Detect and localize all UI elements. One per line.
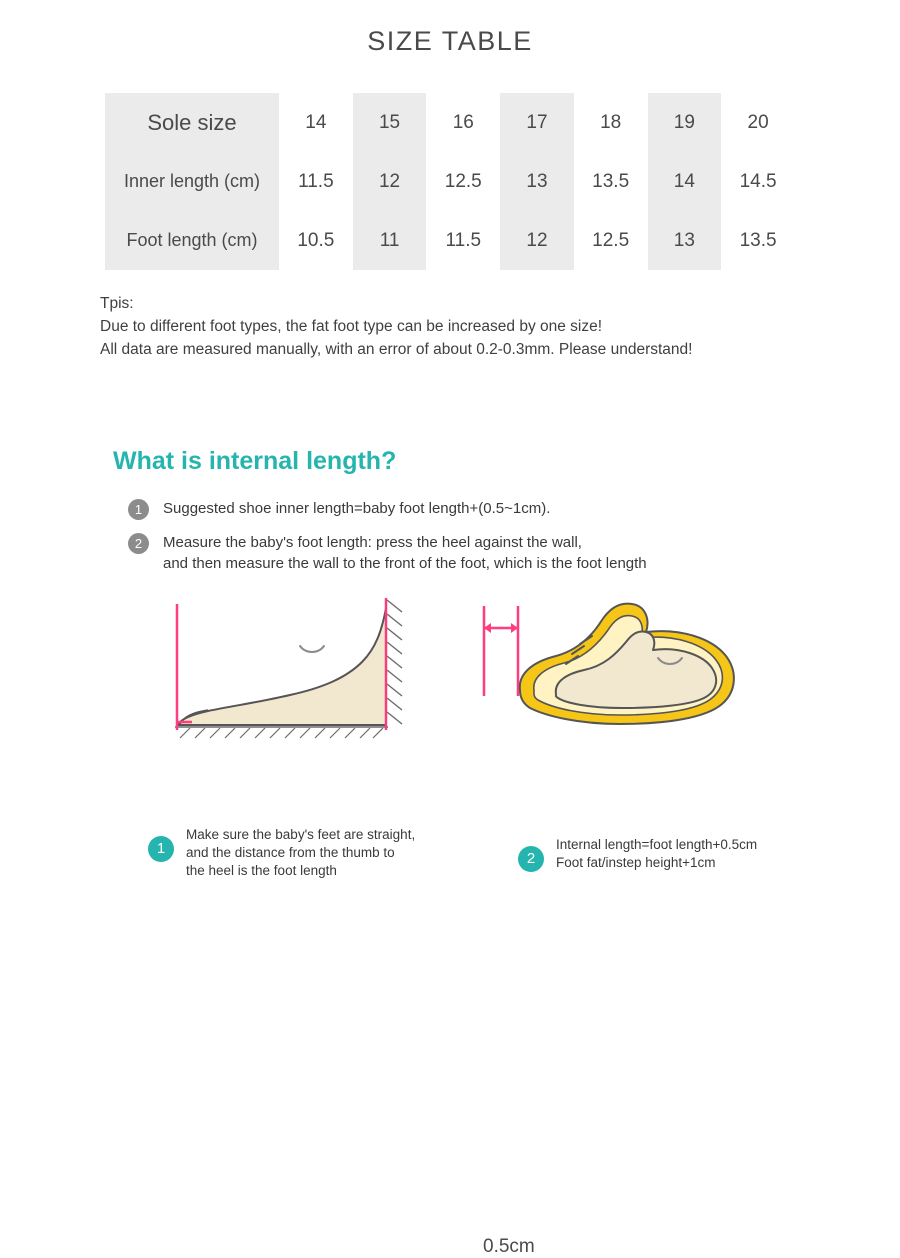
cell: 19 bbox=[648, 93, 722, 152]
foot-against-wall-illustration bbox=[150, 596, 410, 771]
cell: 14 bbox=[305, 111, 327, 133]
section-heading: What is internal length? bbox=[113, 447, 397, 475]
row-header-sole-size: Sole size bbox=[105, 93, 279, 152]
tips-line-2: All data are measured manually, with an error of about 0.2-0.3mm. Please understand! bbox=[100, 341, 693, 358]
cell: 14.5 bbox=[739, 170, 777, 192]
cell: 16 bbox=[452, 111, 474, 133]
cell: 11.5 bbox=[298, 170, 334, 192]
caption-item bbox=[148, 826, 415, 880]
cell: 14 bbox=[648, 152, 722, 211]
caption-item bbox=[518, 836, 757, 872]
step-number-badge: 2 bbox=[128, 533, 149, 554]
tips-block bbox=[100, 292, 800, 361]
cell: 12 bbox=[353, 152, 427, 211]
cell: 17 bbox=[500, 93, 574, 152]
step-line-2: and then measure the wall to the front of the foot, which is the foot length bbox=[163, 555, 647, 572]
caption-line-2: Foot fat/instep height+1cm bbox=[556, 855, 716, 870]
table-row bbox=[105, 211, 795, 270]
cell: 13.5 bbox=[592, 170, 630, 192]
caption-line-2: and the distance from the thumb to bbox=[186, 845, 395, 860]
cell: 11.5 bbox=[445, 229, 482, 251]
size-table-wrapper bbox=[105, 93, 795, 270]
caption-number-badge: 2 bbox=[518, 846, 544, 872]
measure-label: 0.5cm bbox=[483, 1236, 535, 1257]
cell: 18 bbox=[600, 111, 622, 133]
page-title: SIZE TABLE bbox=[367, 26, 533, 56]
cell: 13.5 bbox=[739, 229, 777, 251]
step-number-badge: 1 bbox=[128, 499, 149, 520]
list-item bbox=[128, 498, 900, 520]
caption-text bbox=[186, 826, 415, 880]
captions-row bbox=[0, 826, 900, 900]
cell: 12 bbox=[500, 211, 574, 270]
step-text bbox=[163, 498, 550, 519]
tips-heading: Tpis: bbox=[100, 295, 134, 312]
row-header-foot-length: Foot length (cm) bbox=[105, 211, 279, 270]
size-table bbox=[105, 93, 795, 270]
cell: 12.5 bbox=[592, 229, 630, 251]
caption-number-badge: 1 bbox=[148, 836, 174, 862]
caption-line-3: the heel is the foot length bbox=[186, 863, 337, 878]
cell: 20 bbox=[747, 111, 769, 133]
table-row bbox=[105, 93, 795, 152]
caption-text bbox=[556, 836, 757, 872]
step-line-1: Suggested shoe inner length=baby foot length+(0.5~1cm). bbox=[163, 500, 551, 517]
caption-line-1: Internal length=foot length+0.5cm bbox=[556, 837, 758, 852]
cell: 13 bbox=[500, 152, 574, 211]
step-text bbox=[163, 532, 647, 574]
row-header-inner-length: Inner length (cm) bbox=[105, 152, 279, 211]
cell: 13 bbox=[648, 211, 722, 270]
cell: 10.5 bbox=[297, 229, 335, 251]
cell: 12.5 bbox=[444, 170, 482, 192]
cell: 15 bbox=[353, 93, 427, 152]
list-item bbox=[128, 532, 900, 574]
table-row bbox=[105, 152, 795, 211]
caption-line-1: Make sure the baby's feet are straight, bbox=[186, 827, 416, 842]
tips-line-1: Due to different foot types, the fat foot type can be increased by one size! bbox=[100, 318, 603, 335]
cell: 11 bbox=[353, 211, 427, 270]
steps-list bbox=[128, 498, 900, 574]
step-line-1: Measure the baby's foot length: press the heel against the wall, bbox=[163, 534, 582, 551]
foot-in-shoe-illustration bbox=[460, 586, 750, 771]
